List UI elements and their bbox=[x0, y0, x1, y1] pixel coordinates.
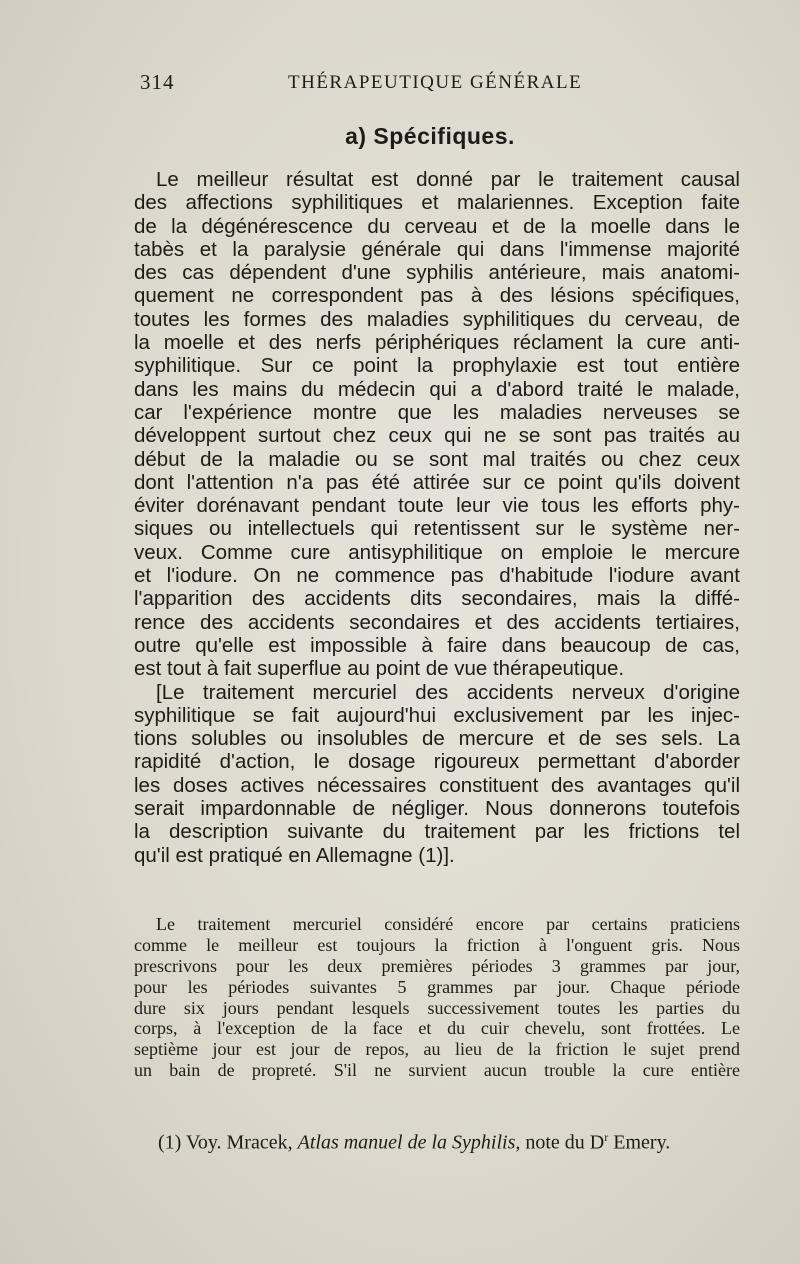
small-line: dure six jours pendant lesquels successivement toutes les parties du bbox=[134, 997, 740, 1018]
body-text bbox=[134, 168, 740, 867]
footnote-prefix: (1) Voy. Mracek, bbox=[158, 1131, 293, 1154]
footnote-superscript: r bbox=[604, 1130, 609, 1144]
body-line: rence des accidents secondaires et des accidents tertiaires, bbox=[134, 610, 740, 634]
body-line: la description suivante du traitement par les frictions tel bbox=[134, 820, 740, 844]
page-number: 314 bbox=[140, 70, 175, 94]
small-line: pour les périodes suivantes 5 grammes par jour. Chaque période bbox=[134, 976, 740, 997]
small-line: Le traitement mercuriel considéré encore par certains praticiens bbox=[156, 914, 740, 934]
body-line: l'apparition des accidents dits secondaires, mais la diffé- bbox=[134, 587, 740, 611]
body-line: les doses actives nécessaires constituent des avantages qu'il bbox=[134, 773, 740, 797]
small-line: corps, à l'exception de la face et du cuir chevelu, sont frottées. Le bbox=[134, 1018, 740, 1039]
small-line: septième jour est jour de repos, au lieu de la friction le sujet prend bbox=[134, 1039, 740, 1060]
body-line: et l'iodure. On ne commence pas d'habitude l'iodure avant bbox=[134, 564, 740, 588]
body-line: toutes les formes des maladies syphilitiques du cerveau, de bbox=[134, 307, 740, 331]
page-header bbox=[140, 70, 700, 98]
body-line: veux. Comme cure antisyphilitique on emploie le mercure bbox=[134, 540, 740, 564]
body-line: des cas dépendent d'une syphilis antérieure, mais anatomi- bbox=[134, 261, 740, 285]
body-line: début de la maladie ou se sont mal traités ou chez ceux bbox=[134, 447, 740, 471]
body-line: syphilitique se fait aujourd'hui exclusivement par les injec- bbox=[134, 703, 740, 727]
small-print-text bbox=[134, 914, 740, 1081]
body-line: outre qu'elle est impossible à faire dans beaucoup de cas, bbox=[134, 633, 740, 657]
body-line: des affections syphilitiques et malariennes. Exception faite bbox=[134, 191, 740, 215]
small-line: prescrivons pour les deux premières périodes 3 grammes par jour, bbox=[134, 955, 740, 976]
footnote-author: Emery. bbox=[608, 1131, 671, 1154]
body-line: tabès et la paralysie générale qui dans l'immense majorité bbox=[134, 237, 740, 261]
body-line: [Le traitement mercuriel des accidents nerveux d'origine bbox=[156, 680, 740, 704]
body-line: syphilitique. Sur ce point la prophylaxie est tout entière bbox=[134, 354, 740, 378]
body-line: serait impardonnable de négliger. Nous donnerons toutefois bbox=[134, 797, 740, 821]
body-line: développent surtout chez ceux qui ne se sont pas traités au bbox=[134, 424, 740, 448]
body-line: éviter dorénavant pendant toute leur vie tous les efforts phy- bbox=[134, 494, 740, 518]
body-line: siques ou intellectuels qui retentissent sur le système ner- bbox=[134, 517, 740, 541]
section-heading: a) Spécifiques. bbox=[345, 123, 515, 149]
body-line: quement ne correspondent pas à des lésions spécifiques, bbox=[134, 284, 740, 308]
body-line: dans les mains du médecin qui a d'abord traité le malade, bbox=[134, 377, 740, 401]
footnote-suffix: note du D bbox=[525, 1131, 605, 1154]
footnote bbox=[158, 1130, 758, 1155]
body-line: rapidité d'action, le dosage rigoureux permettant d'aborder bbox=[134, 750, 740, 774]
body-line: car l'expérience montre que les maladies nerveuses se bbox=[134, 400, 740, 424]
small-line: comme le meilleur est toujours la friction à l'onguent gris. Nous bbox=[134, 934, 740, 955]
footnote-book-title: Atlas manuel de la Syphilis, bbox=[297, 1131, 521, 1154]
body-line: dont l'attention n'a pas été attirée sur ce point qu'ils doivent bbox=[134, 470, 740, 494]
body-line: Le meilleur résultat est donné par le traitement causal bbox=[156, 168, 740, 191]
body-line: qu'il est pratiqué en Allemagne (1)]. bbox=[134, 843, 455, 867]
small-line: un bain de propreté. S'il ne survient aucun trouble la cure entière bbox=[134, 1060, 740, 1081]
body-line: est tout à fait superflue au point de vue thérapeutique. bbox=[134, 657, 625, 681]
body-line: tions solubles ou insolubles de mercure et de ses sels. La bbox=[134, 727, 740, 751]
body-line: de la dégénérescence du cerveau et de la moelle dans le bbox=[134, 214, 740, 238]
body-line: la moelle et des nerfs périphériques réclament la cure anti- bbox=[134, 331, 740, 355]
running-head: THÉRAPEUTIQUE GÉNÉRALE bbox=[288, 72, 583, 93]
